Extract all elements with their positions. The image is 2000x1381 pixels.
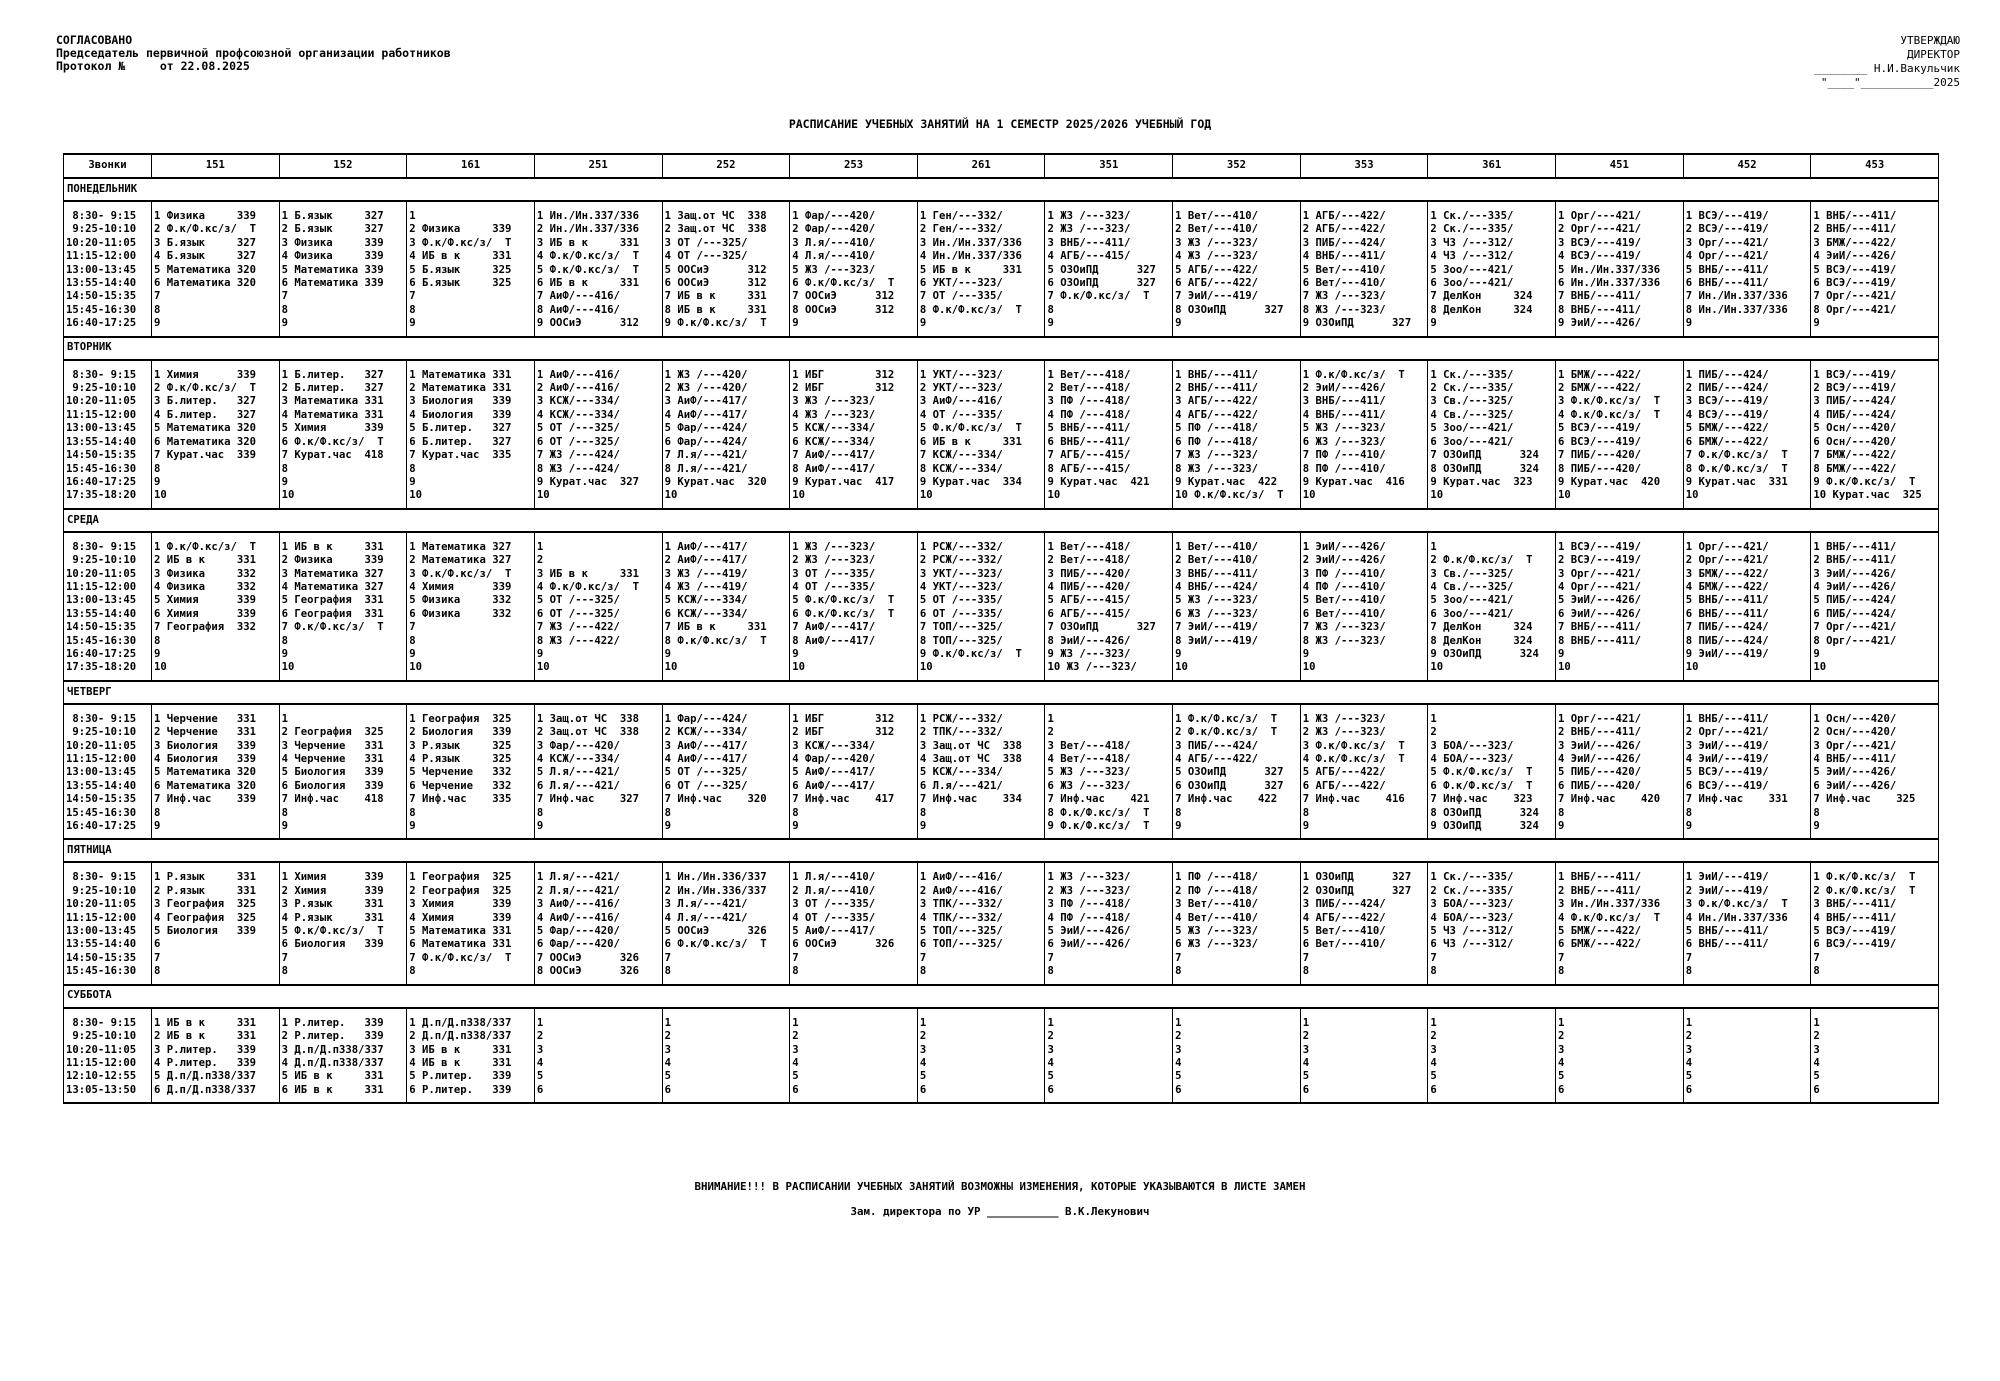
- group-lessons-cell: 1 Осн/---420/ 2 Осн/---420/ 3 Орг/---421/ 4 ВНБ/---411/ 5 ЭиИ/---426/ 6 ЭиИ/---426/ 7 Инф.час 325 8 9: [1811, 704, 1939, 840]
- bell-times-cell: 8:30- 9:15 9:25-10:10 10:20-11:05 11:15-12:00 13:00-13:45 13:55-14:40 14:50-15:35 15:45-16:30 16:40-17:25: [64, 704, 152, 840]
- approval-date: "____"___________2025: [1820, 76, 1960, 89]
- day-schedule-row: [64, 360, 1939, 509]
- day-name: СУББОТА: [64, 985, 1939, 1008]
- group-lessons-cell: 1 2 3 4 5 6: [917, 1008, 1045, 1103]
- group-lessons-cell: 1 РСЖ/---332/ 2 РСЖ/---332/ 3 УКТ/---323/ 4 УКТ/---323/ 5 ОТ /---335/ 6 ОТ /---335/ 7 ТОП/---325/ 8 ТОП/---325/ 9 Ф.к/Ф.кс/з/ Т 10: [917, 532, 1045, 681]
- group-lessons-cell: 1 ИБГ 312 2 ИБГ 312 3 ЖЗ /---323/ 4 ЖЗ /---323/ 5 КСЖ/---334/ 6 КСЖ/---334/ 7 АиФ/---417/ 8 АиФ/---417/ 9 Курат.час 417 10: [790, 360, 918, 509]
- day-schedule-row: [64, 1008, 1939, 1103]
- group-lessons-cell: 1 Орг/---421/ 2 Орг/---421/ 3 ВСЭ/---419/ 4 ВСЭ/---419/ 5 Ин./Ин.337/336 6 Ин./Ин.337/336 7 ВНБ/---411/ 8 ВНБ/---411/ 9 ЭиИ/---426/: [1556, 201, 1684, 337]
- day-schedule-row: [64, 704, 1939, 840]
- group-lessons-cell: 1 ВСЭ/---419/ 2 ВСЭ/---419/ 3 ПИБ/---424/ 4 ПИБ/---424/ 5 Осн/---420/ 6 Осн/---420/ 7 БМЖ/---422/ 8 БМЖ/---422/ 9 Ф.к/Ф.кс/з/ Т 10 Курат.час 325: [1811, 360, 1939, 509]
- column-header-bells: Звонки: [64, 154, 152, 178]
- group-lessons-cell: 1 ПИБ/---424/ 2 ПИБ/---424/ 3 ВСЭ/---419/ 4 ВСЭ/---419/ 5 БМЖ/---422/ 6 БМЖ/---422/ 7 Ф.к/Ф.кс/з/ Т 8 Ф.к/Ф.кс/з/ Т 9 Курат.час 331 10: [1683, 360, 1811, 509]
- group-lessons-cell: 1 ЖЗ /---323/ 2 ЖЗ /---323/ 3 ПФ /---418/ 4 ПФ /---418/ 5 ЭиИ/---426/ 6 ЭиИ/---426/ 7 8: [1045, 862, 1173, 984]
- group-lessons-cell: 1 Р.литер. 339 2 Р.литер. 339 3 Д.п/Д.п338/337 4 Д.п/Д.п338/337 5 ИБ в к 331 6 ИБ в к 331: [279, 1008, 407, 1103]
- group-lessons-cell: 1 Л.я/---410/ 2 Л.я/---410/ 3 ОТ /---335/ 4 ОТ /---335/ 5 АиФ/---417/ 6 ООСиЭ 326 7 8: [790, 862, 918, 984]
- group-lessons-cell: 1 География 325 2 Биология 339 3 Р.язык 325 4 Р.язык 325 5 Черчение 332 6 Черчение 332 7 Инф.час 335 8 9: [407, 704, 535, 840]
- group-lessons-cell: 1 ВСЭ/---419/ 2 ВСЭ/---419/ 3 Орг/---421/ 4 Орг/---421/ 5 ВНБ/---411/ 6 ВНБ/---411/ 7 Ин./Ин.337/336 8 Ин./Ин.337/336 9: [1683, 201, 1811, 337]
- group-lessons-cell: 1 УКТ/---323/ 2 УКТ/---323/ 3 АиФ/---416/ 4 ОТ /---335/ 5 Ф.к/Ф.кс/з/ Т 6 ИБ в к 331 7 КСЖ/---334/ 8 КСЖ/---334/ 9 Курат.час 334 10: [917, 360, 1045, 509]
- bell-times-cell: 8:30- 9:15 9:25-10:10 10:20-11:05 11:15-12:00 13:00-13:45 13:55-14:40 14:50-15:35 15:45-16:30 16:40-17:25 17:35-18:20: [64, 532, 152, 681]
- group-lessons-cell: 1 ВНБ/---411/ 2 ВНБ/---411/ 3 БМЖ/---422/ 4 ЭиИ/---426/ 5 ВСЭ/---419/ 6 ВСЭ/---419/ 7 Орг/---421/ 8 Орг/---421/ 9: [1811, 201, 1939, 337]
- day-header-row: [64, 337, 1939, 360]
- group-lessons-cell: 1 Ск./---335/ 2 Ск./---335/ 3 БОА/---323/ 4 БОА/---323/ 5 ЧЗ /---312/ 6 ЧЗ /---312/ 7 8: [1428, 862, 1556, 984]
- column-header-group: 151: [152, 154, 280, 178]
- column-header-group: 261: [917, 154, 1045, 178]
- day-name: СРЕДА: [64, 509, 1939, 532]
- group-lessons-cell: 1 ЭиИ/---426/ 2 ЭиИ/---426/ 3 ПФ /---410/ 4 ПФ /---410/ 5 Вет/---410/ 6 Вет/---410/ 7 ЖЗ /---323/ 8 ЖЗ /---323/ 9 10: [1300, 532, 1428, 681]
- day-header-row: [64, 681, 1939, 704]
- day-schedule-row: [64, 532, 1939, 681]
- group-lessons-cell: 1 Б.литер. 327 2 Б.литер. 327 3 Математика 331 4 Математика 331 5 Химия 339 6 Ф.к/Ф.кс/з/ Т 7 Курат.час 418 8 9 10: [279, 360, 407, 509]
- group-lessons-cell: 1 Ф.к/Ф.кс/з/ Т 2 ЭиИ/---426/ 3 ВНБ/---411/ 4 ВНБ/---411/ 5 ЖЗ /---323/ 6 ЖЗ /---323/ 7 ПФ /---410/ 8 ПФ /---410/ 9 Курат.час 416 10: [1300, 360, 1428, 509]
- group-lessons-cell: 1 ЭиИ/---419/ 2 ЭиИ/---419/ 3 Ф.к/Ф.кс/з/ Т 4 Ин./Ин.337/336 5 ВНБ/---411/ 6 ВНБ/---411/ 7 8: [1683, 862, 1811, 984]
- group-lessons-cell: 1 ВСЭ/---419/ 2 ВСЭ/---419/ 3 Орг/---421/ 4 Орг/---421/ 5 ЭиИ/---426/ 6 ЭиИ/---426/ 7 ВНБ/---411/ 8 ВНБ/---411/ 9 10: [1556, 532, 1684, 681]
- director-title: ДИРЕКТОР: [1907, 48, 1960, 61]
- group-lessons-cell: 1 География 325 2 География 325 3 Химия 339 4 Химия 339 5 Математика 331 6 Математика 331 7 Ф.к/Ф.кс/з/ Т 8: [407, 862, 535, 984]
- group-lessons-cell: 1 2 3 Вет/---418/ 4 Вет/---418/ 5 ЖЗ /---323/ 6 ЖЗ /---323/ 7 Инф.час 421 8 Ф.к/Ф.кс/з/ Т 9 Ф.к/Ф.кс/з/ Т: [1045, 704, 1173, 840]
- group-lessons-cell: 1 ВНБ/---411/ 2 ВНБ/---411/ 3 Ин./Ин.337/336 4 Ф.к/Ф.кс/з/ Т 5 БМЖ/---422/ 6 БМЖ/---422/ 7 8: [1556, 862, 1684, 984]
- page-title: РАСПИСАНИЕ УЧЕБНЫХ ЗАНЯТИЙ НА 1 СЕМЕСТР 2025/2026 УЧЕБНЫЙ ГОД: [788, 117, 1212, 131]
- column-header-group: 351: [1045, 154, 1173, 178]
- group-lessons-cell: 1 ВНБ/---411/ 2 ВНБ/---411/ 3 АГБ/---422/ 4 АГБ/---422/ 5 ПФ /---418/ 6 ПФ /---418/ 7 ЖЗ /---323/ 8 ЖЗ /---323/ 9 Курат.час 422 10 Ф.к/Ф.кс/з/ Т: [1173, 360, 1301, 509]
- director-name: ________ Н.И.Вакульчик: [1814, 62, 1960, 75]
- group-lessons-cell: 1 Ин./Ин.336/337 2 Ин./Ин.336/337 3 Л.я/---421/ 4 Л.я/---421/ 5 ООСиЭ 326 6 Ф.к/Ф.кс/з/ Т 7 8: [662, 862, 790, 984]
- bell-times-cell: 8:30- 9:15 9:25-10:10 10:20-11:05 11:15-12:00 12:10-12:55 13:05-13:50: [64, 1008, 152, 1103]
- group-lessons-cell: 1 Ген/---332/ 2 Ген/---332/ 3 Ин./Ин.337/336 4 Ин./Ин.337/336 5 ИБ в к 331 6 УКТ/---323/ 7 ОТ /---335/ 8 Ф.к/Ф.кс/з/ Т 9: [917, 201, 1045, 337]
- group-lessons-cell: 1 Ск./---335/ 2 Ск./---335/ 3 Св./---325/ 4 Св./---325/ 5 Зоо/---421/ 6 Зоо/---421/ 7 ОЗОиПД 324 8 ОЗОиПД 324 9 Курат.час 323 10: [1428, 360, 1556, 509]
- group-lessons-cell: 1 2 3 ИБ в к 331 4 Ф.к/Ф.кс/з/ Т 5 ОТ /---325/ 6 ОТ /---325/ 7 ЖЗ /---422/ 8 ЖЗ /---422/ 9 10: [534, 532, 662, 681]
- group-lessons-cell: 1 ИБ в к 331 2 ИБ в к 331 3 Р.литер. 339 4 Р.литер. 339 5 Д.п/Д.п338/337 6 Д.п/Д.п338/337: [152, 1008, 280, 1103]
- group-lessons-cell: 1 ВНБ/---411/ 2 Орг/---421/ 3 ЭиИ/---419/ 4 ЭиИ/---419/ 5 ВСЭ/---419/ 6 ВСЭ/---419/ 7 Инф.час 331 8 9: [1683, 704, 1811, 840]
- group-lessons-cell: 1 РСЖ/---332/ 2 ТПК/---332/ 3 Защ.от ЧС 338 4 Защ.от ЧС 338 5 КСЖ/---334/ 6 Л.я/---421/ 7 Инф.час 334 8 9: [917, 704, 1045, 840]
- approved-block: [1814, 34, 1960, 90]
- signature-line: Зам. директора по УР ___________ В.К.Лекунович: [850, 1205, 1150, 1218]
- column-header-group: 453: [1811, 154, 1939, 178]
- group-lessons-cell: 1 Ф.к/Ф.кс/з/ Т 2 Ф.к/Ф.кс/з/ Т 3 ПИБ/---424/ 4 АГБ/---422/ 5 ОЗОиПД 327 6 ОЗОиПД 327 7 Инф.час 422 8 9: [1173, 704, 1301, 840]
- group-lessons-cell: 1 Фар/---424/ 2 КСЖ/---334/ 3 АиФ/---417/ 4 АиФ/---417/ 5 ОТ /---325/ 6 ОТ /---325/ 7 Инф.час 320 8 9: [662, 704, 790, 840]
- group-lessons-cell: 1 ЖЗ /---420/ 2 ЖЗ /---420/ 3 АиФ/---417/ 4 АиФ/---417/ 5 Фар/---424/ 6 Фар/---424/ 7 Л.я/---421/ 8 Л.я/---421/ 9 Курат.час 320 10: [662, 360, 790, 509]
- group-lessons-cell: 1 ЖЗ /---323/ 2 ЖЗ /---323/ 3 ОТ /---335/ 4 ОТ /---335/ 5 Ф.к/Ф.кс/з/ Т 6 Ф.к/Ф.кс/з/ Т 7 АиФ/---417/ 8 АиФ/---417/ 9 10: [790, 532, 918, 681]
- group-lessons-cell: 1 Защ.от ЧС 338 2 Защ.от ЧС 338 3 ОТ /---325/ 4 ОТ /---325/ 5 ООСиЭ 312 6 ООСиЭ 312 7 ИБ в к 331 8 ИБ в к 331 9 Ф.к/Ф.кс/з/ Т: [662, 201, 790, 337]
- group-lessons-cell: 1 АиФ/---417/ 2 АиФ/---417/ 3 ЖЗ /---419/ 4 ЖЗ /---419/ 5 КСЖ/---334/ 6 КСЖ/---334/ 7 ИБ в к 331 8 Ф.к/Ф.кс/з/ Т 9 10: [662, 532, 790, 681]
- approval-label: СОГЛАСОВАНО: [56, 33, 133, 47]
- table-header-row: [64, 154, 1939, 178]
- group-lessons-cell: 1 Ф.к/Ф.кс/з/ Т 2 Ф.к/Ф.кс/з/ Т 3 ВНБ/---411/ 4 ВНБ/---411/ 5 ВСЭ/---419/ 6 ВСЭ/---419/ 7 8: [1811, 862, 1939, 984]
- group-lessons-cell: 1 2 3 4 5 6: [1173, 1008, 1301, 1103]
- group-lessons-cell: 1 2 3 4 5 6: [1428, 1008, 1556, 1103]
- group-lessons-cell: 1 ВНБ/---411/ 2 ВНБ/---411/ 3 ЭиИ/---426/ 4 ЭиИ/---426/ 5 ПИБ/---424/ 6 ПИБ/---424/ 7 Орг/---421/ 8 Орг/---421/ 9 10: [1811, 532, 1939, 681]
- group-lessons-cell: 1 АиФ/---416/ 2 АиФ/---416/ 3 ТПК/---332/ 4 ТПК/---332/ 5 ТОП/---325/ 6 ТОП/---325/ 7 8: [917, 862, 1045, 984]
- group-lessons-cell: 1 Орг/---421/ 2 Орг/---421/ 3 БМЖ/---422/ 4 БМЖ/---422/ 5 ВНБ/---411/ 6 ВНБ/---411/ 7 ПИБ/---424/ 8 ПИБ/---424/ 9 ЭиИ/---419/ 10: [1683, 532, 1811, 681]
- notice-text: ВНИМАНИЕ!!! В РАСПИСАНИИ УЧЕБНЫХ ЗАНЯТИЙ ВОЗМОЖНЫ ИЗМЕНЕНИЯ, КОТОРЫЕ УКАЗЫВАЮТСЯ В ЛИСТЕ ЗАМЕН: [694, 1180, 1306, 1193]
- group-lessons-cell: 1 ЖЗ /---323/ 2 ЖЗ /---323/ 3 ВНБ/---411/ 4 АГБ/---415/ 5 ОЗОиПД 327 6 ОЗОиПД 327 7 Ф.к/Ф.кс/з/ Т 8 9: [1045, 201, 1173, 337]
- group-lessons-cell: 1 2 География 325 3 Черчение 331 4 Черчение 331 5 Биология 339 6 Биология 339 7 Инф.час 418 8 9: [279, 704, 407, 840]
- protocol-line: Протокол № от 22.08.2025: [56, 59, 250, 73]
- group-lessons-cell: 1 2 3 БОА/---323/ 4 БОА/---323/ 5 Ф.к/Ф.кс/з/ Т 6 Ф.к/Ф.кс/з/ Т 7 Инф.час 323 8 ОЗОиПД 324 9 ОЗОиПД 324: [1428, 704, 1556, 840]
- group-lessons-cell: 1 БМЖ/---422/ 2 БМЖ/---422/ 3 Ф.к/Ф.кс/з/ Т 4 Ф.к/Ф.кс/з/ Т 5 ВСЭ/---419/ 6 ВСЭ/---419/ 7 ПИБ/---420/ 8 ПИБ/---420/ 9 Курат.час 420 10: [1556, 360, 1684, 509]
- group-lessons-cell: 1 Химия 339 2 Химия 339 3 Р.язык 331 4 Р.язык 331 5 Ф.к/Ф.кс/з/ Т 6 Биология 339 7 8: [279, 862, 407, 984]
- group-lessons-cell: 1 Черчение 331 2 Черчение 331 3 Биология 339 4 Биология 339 5 Математика 320 6 Математика 320 7 Инф.час 339 8 9: [152, 704, 280, 840]
- day-schedule-row: [64, 862, 1939, 984]
- group-lessons-cell: 1 Д.п/Д.п338/337 2 Д.п/Д.п338/337 3 ИБ в к 331 4 ИБ в к 331 5 Р.литер. 339 6 Р.литер. 339: [407, 1008, 535, 1103]
- column-header-group: 161: [407, 154, 535, 178]
- group-lessons-cell: 1 Вет/---418/ 2 Вет/---418/ 3 ПИБ/---420/ 4 ПИБ/---420/ 5 АГБ/---415/ 6 АГБ/---415/ 7 ОЗОиПД 327 8 ЭиИ/---426/ 9 ЖЗ /---323/ 10 ЖЗ /---323/: [1045, 532, 1173, 681]
- group-lessons-cell: 1 АиФ/---416/ 2 АиФ/---416/ 3 КСЖ/---334/ 4 КСЖ/---334/ 5 ОТ /---325/ 6 ОТ /---325/ 7 ЖЗ /---424/ 8 ЖЗ /---424/ 9 Курат.час 327 10: [534, 360, 662, 509]
- group-lessons-cell: 1 ЖЗ /---323/ 2 ЖЗ /---323/ 3 Ф.к/Ф.кс/з/ Т 4 Ф.к/Ф.кс/з/ Т 5 АГБ/---422/ 6 АГБ/---422/ 7 Инф.час 416 8 9: [1300, 704, 1428, 840]
- day-header-row: [64, 839, 1939, 862]
- day-name: ПЯТНИЦА: [64, 839, 1939, 862]
- schedule-table: [63, 153, 1939, 1104]
- group-lessons-cell: 1 АГБ/---422/ 2 АГБ/---422/ 3 ПИБ/---424/ 4 ВНБ/---411/ 5 Вет/---410/ 6 Вет/---410/ 7 ЖЗ /---323/ 8 ЖЗ /---323/ 9 ОЗОиПД 327: [1300, 201, 1428, 337]
- column-header-group: 251: [534, 154, 662, 178]
- day-schedule-row: [64, 201, 1939, 337]
- group-lessons-cell: 1 2 3 4 5 6: [534, 1008, 662, 1103]
- column-header-group: 352: [1173, 154, 1301, 178]
- day-name: ЧЕТВЕРГ: [64, 681, 1939, 704]
- group-lessons-cell: 1 Фар/---420/ 2 Фар/---420/ 3 Л.я/---410/ 4 Л.я/---410/ 5 ЖЗ /---323/ 6 Ф.к/Ф.кс/з/ Т 7 ООСиЭ 312 8 ООСиЭ 312 9: [790, 201, 918, 337]
- day-header-row: [64, 178, 1939, 201]
- group-lessons-cell: 1 Р.язык 331 2 Р.язык 331 3 География 325 4 География 325 5 Биология 339 6 7 8: [152, 862, 280, 984]
- group-lessons-cell: 1 ИБ в к 331 2 Физика 339 3 Математика 327 4 Математика 327 5 География 331 6 География 331 7 Ф.к/Ф.кс/з/ Т 8 9 10: [279, 532, 407, 681]
- column-header-group: 252: [662, 154, 790, 178]
- group-lessons-cell: 1 Вет/---418/ 2 Вет/---418/ 3 ПФ /---418/ 4 ПФ /---418/ 5 ВНБ/---411/ 6 ВНБ/---411/ 7 АГБ/---415/ 8 АГБ/---415/ 9 Курат.час 421 10: [1045, 360, 1173, 509]
- group-lessons-cell: 1 ПФ /---418/ 2 ПФ /---418/ 3 Вет/---410/ 4 Вет/---410/ 5 ЖЗ /---323/ 6 ЖЗ /---323/ 7 8: [1173, 862, 1301, 984]
- bell-times-cell: 8:30- 9:15 9:25-10:10 10:20-11:05 11:15-12:00 13:00-13:45 13:55-14:40 14:50-15:35 15:45-16:30 16:40-17:25 17:35-18:20: [64, 360, 152, 509]
- group-lessons-cell: 1 2 3 4 5 6: [1045, 1008, 1173, 1103]
- group-lessons-cell: 1 Вет/---410/ 2 Вет/---410/ 3 ЖЗ /---323/ 4 ЖЗ /---323/ 5 АГБ/---422/ 6 АГБ/---422/ 7 ЭиИ/---419/ 8 ОЗОиПД 327 9: [1173, 201, 1301, 337]
- group-lessons-cell: 1 Химия 339 2 Ф.к/Ф.кс/з/ Т 3 Б.литер. 327 4 Б.литер. 327 5 Математика 320 6 Математика 320 7 Курат.час 339 8 9 10: [152, 360, 280, 509]
- group-lessons-cell: 1 2 3 4 5 6: [1683, 1008, 1811, 1103]
- group-lessons-cell: 1 2 3 4 5 6: [790, 1008, 918, 1103]
- approved-label: УТВЕРЖДАЮ: [1900, 34, 1960, 47]
- group-lessons-cell: 1 ОЗОиПД 327 2 ОЗОиПД 327 3 ПИБ/---424/ 4 АГБ/---422/ 5 Вет/---410/ 6 Вет/---410/ 7 8: [1300, 862, 1428, 984]
- group-lessons-cell: 1 Математика 327 2 Математика 327 3 Ф.к/Ф.кс/з/ Т 4 Химия 339 5 Физика 332 6 Физика 332 7 8 9 10: [407, 532, 535, 681]
- bell-times-cell: 8:30- 9:15 9:25-10:10 10:20-11:05 11:15-12:00 13:00-13:45 13:55-14:40 14:50-15:35 15:45-16:30 16:40-17:25: [64, 201, 152, 337]
- group-lessons-cell: 1 Математика 331 2 Математика 331 3 Биология 339 4 Биология 339 5 Б.литер. 327 6 Б.литер. 327 7 Курат.час 335 8 9 10: [407, 360, 535, 509]
- column-header-group: 152: [279, 154, 407, 178]
- group-lessons-cell: 1 2 3 4 5 6: [1811, 1008, 1939, 1103]
- group-lessons-cell: 1 Орг/---421/ 2 ВНБ/---411/ 3 ЭиИ/---426/ 4 ЭиИ/---426/ 5 ПИБ/---420/ 6 ПИБ/---420/ 7 Инф.час 420 8 9: [1556, 704, 1684, 840]
- column-header-group: 253: [790, 154, 918, 178]
- day-name: ВТОРНИК: [64, 337, 1939, 360]
- column-header-group: 361: [1428, 154, 1556, 178]
- group-lessons-cell: 1 Ск./---335/ 2 Ск./---335/ 3 ЧЗ /---312/ 4 ЧЗ /---312/ 5 Зоо/---421/ 6 Зоо/---421/ 7 ДелКон 324 8 ДелКон 324 9: [1428, 201, 1556, 337]
- group-lessons-cell: 1 Л.я/---421/ 2 Л.я/---421/ 3 АиФ/---416/ 4 АиФ/---416/ 5 Фар/---420/ 6 Фар/---420/ 7 ООСиЭ 326 8 ООСиЭ 326: [534, 862, 662, 984]
- group-lessons-cell: 1 Б.язык 327 2 Б.язык 327 3 Физика 339 4 Физика 339 5 Математика 339 6 Математика 339 7 8 9: [279, 201, 407, 337]
- column-header-group: 452: [1683, 154, 1811, 178]
- group-lessons-cell: 1 ИБГ 312 2 ИБГ 312 3 КСЖ/---334/ 4 Фар/---420/ 5 АиФ/---417/ 6 АиФ/---417/ 7 Инф.час 417 8 9: [790, 704, 918, 840]
- column-header-group: 353: [1300, 154, 1428, 178]
- approval-block: [56, 34, 451, 73]
- column-header-group: 451: [1556, 154, 1684, 178]
- group-lessons-cell: 1 Ин./Ин.337/336 2 Ин./Ин.337/336 3 ИБ в к 331 4 Ф.к/Ф.кс/з/ Т 5 Ф.к/Ф.кс/з/ Т 6 ИБ в к 331 7 АиФ/---416/ 8 АиФ/---416/ 9 ООСиЭ 312: [534, 201, 662, 337]
- group-lessons-cell: 1 2 Физика 339 3 Ф.к/Ф.кс/з/ Т 4 ИБ в к 331 5 Б.язык 325 6 Б.язык 325 7 8 9: [407, 201, 535, 337]
- group-lessons-cell: 1 Защ.от ЧС 338 2 Защ.от ЧС 338 3 Фар/---420/ 4 КСЖ/---334/ 5 Л.я/---421/ 6 Л.я/---421/ 7 Инф.час 327 8 9: [534, 704, 662, 840]
- group-lessons-cell: 1 Ф.к/Ф.кс/з/ Т 2 ИБ в к 331 3 Физика 332 4 Физика 332 5 Химия 339 6 Химия 339 7 География 332 8 9 10: [152, 532, 280, 681]
- group-lessons-cell: 1 Вет/---410/ 2 Вет/---410/ 3 ВНБ/---411/ 4 ВНБ/---424/ 5 ЖЗ /---323/ 6 ЖЗ /---323/ 7 ЭиИ/---419/ 8 ЭиИ/---419/ 9 10: [1173, 532, 1301, 681]
- bell-times-cell: 8:30- 9:15 9:25-10:10 10:20-11:05 11:15-12:00 13:00-13:45 13:55-14:40 14:50-15:35 15:45-16:30: [64, 862, 152, 984]
- day-name: ПОНЕДЕЛЬНИК: [64, 178, 1939, 201]
- group-lessons-cell: 1 2 Ф.к/Ф.кс/з/ Т 3 Св./---325/ 4 Св./---325/ 5 Зоо/---421/ 6 Зоо/---421/ 7 ДелКон 324 8 ДелКон 324 9 ОЗОиПД 324 10: [1428, 532, 1556, 681]
- group-lessons-cell: 1 2 3 4 5 6: [1300, 1008, 1428, 1103]
- group-lessons-cell: 1 2 3 4 5 6: [1556, 1008, 1684, 1103]
- day-header-row: [64, 985, 1939, 1008]
- group-lessons-cell: 1 2 3 4 5 6: [662, 1008, 790, 1103]
- day-header-row: [64, 509, 1939, 532]
- group-lessons-cell: 1 Физика 339 2 Ф.к/Ф.кс/з/ Т 3 Б.язык 327 4 Б.язык 327 5 Математика 320 6 Математика 320 7 8 9: [152, 201, 280, 337]
- union-chairman: Председатель первичной профсоюзной организации работников: [56, 46, 451, 60]
